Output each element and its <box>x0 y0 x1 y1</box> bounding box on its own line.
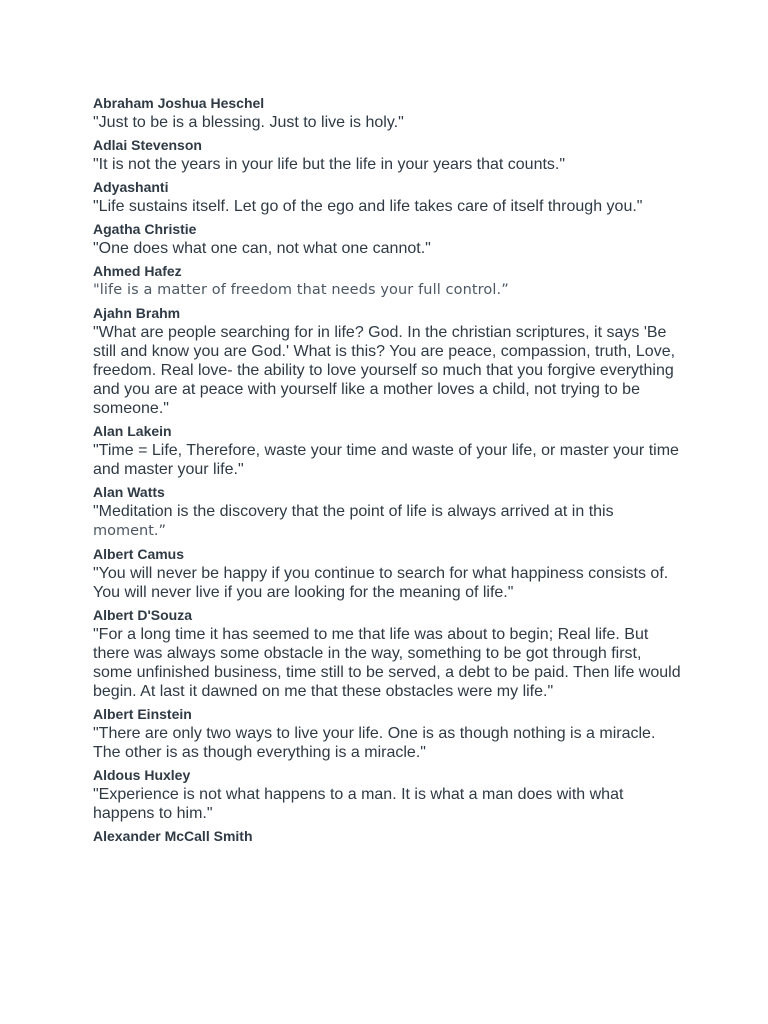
quote-entry <box>93 767 683 823</box>
quote-entry <box>93 305 683 418</box>
quote-text-tail: moment.” <box>93 523 167 539</box>
quote-text: "It is not the years in your life but the life in your years that counts." <box>93 156 566 173</box>
quote-entry <box>93 95 683 132</box>
author-name: Alan Lakein <box>93 423 172 439</box>
quote-text: "What are people searching for in life? God. In the christian scriptures, it says 'Be still and know you are God.' What is this? You are peace, compassion, truth, Love, freedom. Real love- the ability to love yourself so much that you forgive everything and you are at peace with yourself like a mother loves a child, not trying to be someone." <box>93 324 676 417</box>
author-name: Ahmed Hafez <box>93 263 182 279</box>
quote-text: "For a long time it has seemed to me that life was about to begin; Real life. But there was always some obstacle in the way, something to be got through first, some unfinished business, time still to be served, a debt to be paid. Then life would begin. At last it dawned on me that these obstacles were my life." <box>93 626 681 700</box>
quote-text: "Just to be is a blessing. Just to live is holy." <box>93 114 404 131</box>
quote-entry <box>93 706 683 762</box>
quote-entry <box>93 423 683 479</box>
quote-entry <box>93 607 683 701</box>
quote-entry <box>93 546 683 602</box>
quote-entry <box>93 828 683 845</box>
author-name: Adlai Stevenson <box>93 137 202 153</box>
quote-entry <box>93 221 683 258</box>
quote-entry <box>93 179 683 216</box>
quote-text: "You will never be happy if you continue to search for what happiness consists of. You will never live if you are looking for the meaning of life." <box>93 565 669 601</box>
quote-text: "life is a matter of freedom that needs your full control.” <box>93 282 509 298</box>
quote-text: "Time = Life, Therefore, waste your time and waste of your life, or master your time and master your life." <box>93 442 679 478</box>
quote-text: "Experience is not what happens to a man. It is what a man does with what happens to him." <box>93 786 624 822</box>
quote-text: "One does what one can, not what one cannot." <box>93 240 431 257</box>
author-name: Abraham Joshua Heschel <box>93 95 265 111</box>
quote-text: "Life sustains itself. Let go of the ego and life takes care of itself through you." <box>93 198 643 215</box>
author-name: Ajahn Brahm <box>93 305 181 321</box>
quote-text: "There are only two ways to live your life. One is as though nothing is a miracle. The other is as though everything is a miracle." <box>93 725 656 761</box>
quotes-page <box>93 95 683 850</box>
quote-text-main: "Meditation is the discovery that the point of life is always arrived at in this <box>93 503 614 520</box>
author-name: Albert D'Souza <box>93 607 193 623</box>
quote-text <box>93 502 683 541</box>
author-name: Albert Camus <box>93 546 185 562</box>
author-name: Albert Einstein <box>93 706 192 722</box>
quote-entry <box>93 137 683 174</box>
quote-entry <box>93 263 683 300</box>
author-name: Aldous Huxley <box>93 767 191 783</box>
author-name: Alan Watts <box>93 484 165 500</box>
author-name: Adyashanti <box>93 179 169 195</box>
author-name: Agatha Christie <box>93 221 197 237</box>
quote-entry <box>93 484 683 541</box>
author-name: Alexander McCall Smith <box>93 828 253 844</box>
